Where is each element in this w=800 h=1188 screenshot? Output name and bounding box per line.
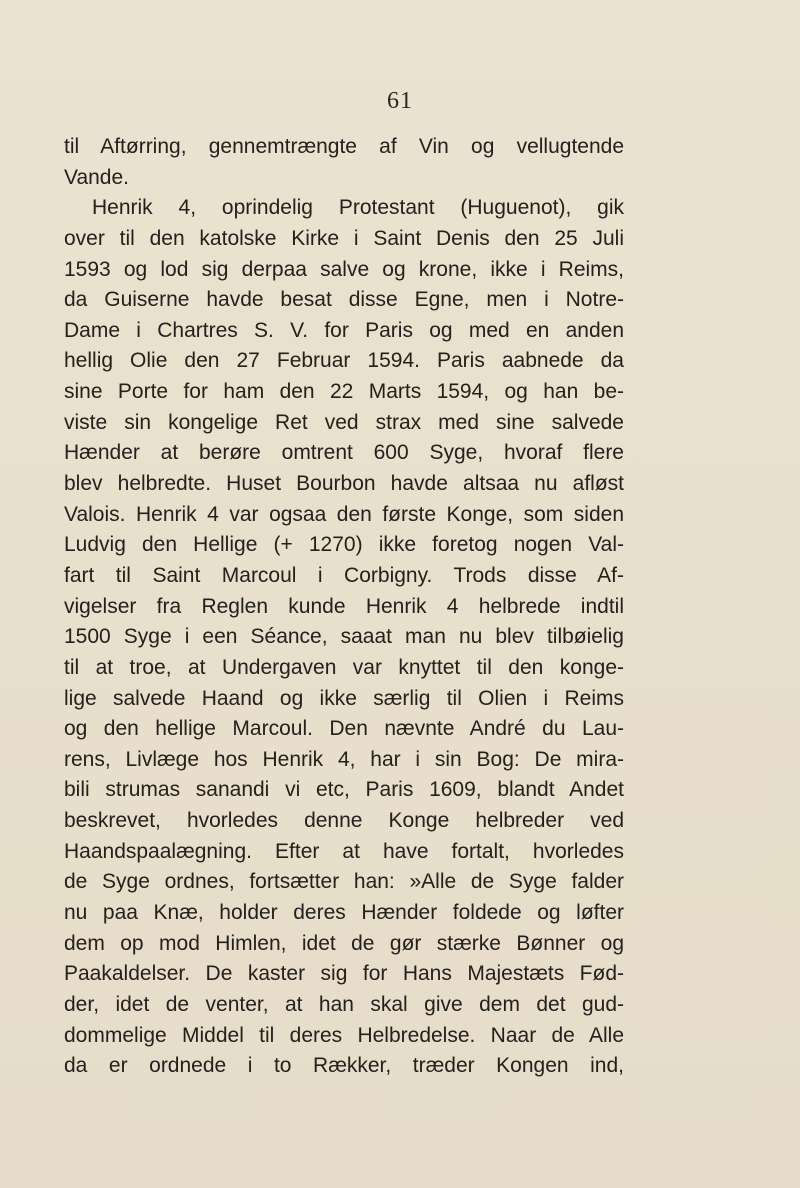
text-line: Hænder at berøre omtrent 600 Syge, hvoraf flere: [64, 441, 624, 465]
text-line: og den hellige Marcoul. Den nævnte André du Lau-: [64, 717, 624, 741]
text-line: fart til Saint Marcoul i Corbigny. Trods disse Af-: [64, 563, 624, 587]
text-line: vigelser fra Reglen kunde Henrik 4 helbrede indtil: [64, 594, 624, 618]
text-line: Paakaldelser. De kaster sig for Hans Majestæts Fød-: [64, 962, 624, 986]
text-line: Vande.: [64, 165, 129, 189]
text-line: til at troe, at Undergaven var knyttet til den konge-: [64, 655, 624, 679]
text-line: Dame i Chartres S. V. for Paris og med en anden: [64, 318, 624, 342]
text-line: da er ordnede i to Rækker, træder Kongen ind,: [64, 1054, 624, 1078]
text-line: Henrik 4, oprindelig Protestant (Huguenot), gik: [92, 196, 624, 220]
text-line: de Syge ordnes, fortsætter han: »Alle de Syge falder: [64, 870, 624, 894]
text-line: beskrevet, hvorledes denne Konge helbreder ved: [64, 809, 624, 833]
text-line: over til den katolske Kirke i Saint Denis den 25 Juli: [64, 226, 624, 250]
text-line: rens, Livlæge hos Henrik 4, har i sin Bog: De mira-: [64, 747, 624, 771]
text-line: hellig Olie den 27 Februar 1594. Paris aabnede da: [64, 349, 624, 373]
text-line: Ludvig den Hellige (+ 1270) ikke foretog nogen Val-: [64, 533, 624, 557]
text-line: viste sin kongelige Ret ved strax med sine salvede: [64, 410, 624, 434]
text-line: sine Porte for ham den 22 Marts 1594, og han be-: [64, 380, 624, 404]
text-line: Valois. Henrik 4 var ogsaa den første Konge, som siden: [64, 502, 624, 526]
text-line: da Guiserne havde besat disse Egne, men i Notre-: [64, 288, 624, 312]
text-line: der, idet de venter, at han skal give dem det gud-: [64, 992, 624, 1016]
text-line: til Aftørring, gennemtrængte af Vin og vellugtende: [64, 135, 624, 158]
text-line: dem op mod Himlen, idet de gør stærke Bønner og: [64, 931, 624, 955]
text-line: lige salvede Haand og ikke særlig til Olien i Reims: [64, 686, 624, 710]
text-line: 1593 og lod sig derpaa salve og krone, ikke i Reims,: [64, 257, 624, 281]
text-line: 1500 Syge i een Séance, saaat man nu blev tilbøielig: [64, 625, 624, 649]
text-line: dommelige Middel til deres Helbredelse. Naar de Alle: [64, 1023, 624, 1047]
text-line: bili strumas sanandi vi etc, Paris 1609, blandt Andet: [64, 778, 624, 802]
text-line: blev helbredte. Huset Bourbon havde altsaa nu afløst: [64, 472, 624, 496]
page-number: 61: [387, 88, 413, 114]
body-text: [64, 132, 624, 1082]
text-line: Haandspaalægning. Efter at have fortalt, hvorledes: [64, 839, 624, 863]
text-line: nu paa Knæ, holder deres Hænder foldede og løfter: [64, 901, 624, 925]
